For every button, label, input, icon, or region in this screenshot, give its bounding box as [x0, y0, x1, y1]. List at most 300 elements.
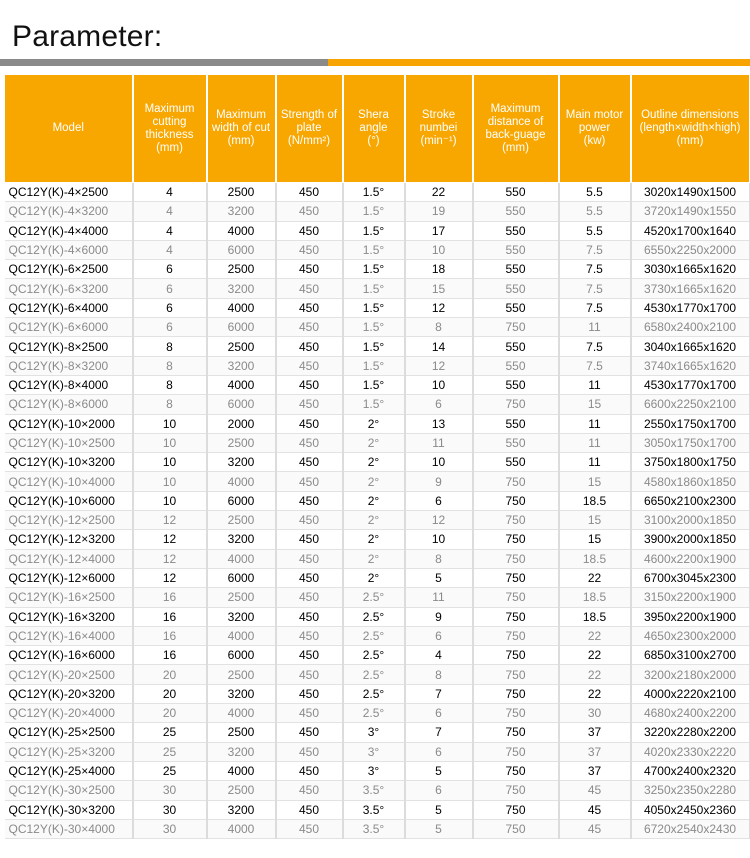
table-row	[5, 800, 750, 819]
cell-stroke: 6	[405, 395, 473, 414]
table-row	[5, 260, 750, 279]
cell-back-gauge: 750	[473, 472, 559, 491]
cell-model: QC12Y(K)-20×2500	[5, 665, 133, 684]
cell-angle: 2°	[343, 414, 405, 433]
cell-power: 18.5	[559, 549, 631, 568]
table-row	[5, 549, 750, 568]
cell-angle: 2.5°	[343, 684, 405, 703]
cell-thickness: 30	[133, 819, 207, 838]
cell-model: QC12Y(K)-4×2500	[5, 183, 133, 202]
header-model: Model	[5, 75, 133, 183]
cell-power: 18.5	[559, 607, 631, 626]
header-outline-dimensions: Outline dimensions (length×width×high) (mm)	[631, 75, 750, 183]
cell-back-gauge: 750	[473, 800, 559, 819]
cell-angle: 1.5°	[343, 395, 405, 414]
cell-model: QC12Y(K)-16×3200	[5, 607, 133, 626]
cell-stroke: 10	[405, 453, 473, 472]
cell-width: 4000	[207, 761, 276, 780]
cell-dimensions: 3220x2280x2200	[631, 723, 750, 742]
cell-power: 30	[559, 704, 631, 723]
page-title: Parameter:	[12, 20, 163, 53]
title-divider-gray	[0, 59, 328, 66]
cell-thickness: 20	[133, 684, 207, 703]
cell-strength: 450	[276, 568, 343, 587]
cell-dimensions: 4050x2450x2360	[631, 800, 750, 819]
cell-angle: 2.5°	[343, 646, 405, 665]
cell-back-gauge: 550	[473, 183, 559, 202]
cell-power: 11	[559, 318, 631, 337]
cell-power: 7.5	[559, 298, 631, 317]
cell-angle: 2.5°	[343, 626, 405, 645]
table-row	[5, 626, 750, 645]
cell-stroke: 8	[405, 318, 473, 337]
cell-stroke: 8	[405, 549, 473, 568]
cell-angle: 2°	[343, 453, 405, 472]
cell-dimensions: 6700x3045x2300	[631, 568, 750, 587]
cell-dimensions: 4020x2330x2220	[631, 742, 750, 761]
cell-dimensions: 6600x2250x2100	[631, 395, 750, 414]
cell-power: 11	[559, 414, 631, 433]
cell-angle: 1.5°	[343, 183, 405, 202]
cell-power: 22	[559, 626, 631, 645]
cell-width: 6000	[207, 646, 276, 665]
cell-back-gauge: 750	[473, 684, 559, 703]
cell-thickness: 10	[133, 472, 207, 491]
cell-power: 37	[559, 723, 631, 742]
cell-thickness: 20	[133, 665, 207, 684]
cell-stroke: 7	[405, 723, 473, 742]
cell-strength: 450	[276, 511, 343, 530]
cell-width: 4000	[207, 375, 276, 394]
cell-width: 6000	[207, 395, 276, 414]
cell-back-gauge: 550	[473, 337, 559, 356]
cell-thickness: 10	[133, 453, 207, 472]
cell-thickness: 30	[133, 800, 207, 819]
cell-stroke: 6	[405, 491, 473, 510]
cell-strength: 450	[276, 742, 343, 761]
cell-angle: 2.5°	[343, 607, 405, 626]
cell-power: 45	[559, 819, 631, 838]
cell-dimensions: 6550x2250x2000	[631, 240, 750, 259]
cell-strength: 450	[276, 279, 343, 298]
cell-power: 7.5	[559, 337, 631, 356]
cell-strength: 450	[276, 221, 343, 240]
cell-thickness: 16	[133, 588, 207, 607]
cell-strength: 450	[276, 781, 343, 800]
cell-angle: 1.5°	[343, 240, 405, 259]
cell-width: 6000	[207, 491, 276, 510]
table-row	[5, 318, 750, 337]
cell-stroke: 10	[405, 240, 473, 259]
cell-strength: 450	[276, 761, 343, 780]
cell-power: 15	[559, 472, 631, 491]
cell-stroke: 13	[405, 414, 473, 433]
table-row	[5, 646, 750, 665]
cell-dimensions: 4530x1770x1700	[631, 375, 750, 394]
cell-angle: 1.5°	[343, 260, 405, 279]
cell-width: 4000	[207, 472, 276, 491]
table-row	[5, 240, 750, 259]
cell-model: QC12Y(K)-12×2500	[5, 511, 133, 530]
table-body	[5, 183, 750, 839]
cell-power: 15	[559, 395, 631, 414]
cell-back-gauge: 750	[473, 530, 559, 549]
cell-model: QC12Y(K)-10×4000	[5, 472, 133, 491]
cell-angle: 1.5°	[343, 356, 405, 375]
cell-power: 15	[559, 511, 631, 530]
cell-angle: 1.5°	[343, 279, 405, 298]
table-row	[5, 761, 750, 780]
cell-angle: 3.5°	[343, 781, 405, 800]
cell-width: 6000	[207, 240, 276, 259]
table-row	[5, 453, 750, 472]
table-row	[5, 356, 750, 375]
cell-angle: 2.5°	[343, 588, 405, 607]
cell-power: 45	[559, 781, 631, 800]
cell-model: QC12Y(K)-8×6000	[5, 395, 133, 414]
cell-stroke: 4	[405, 646, 473, 665]
table-row	[5, 375, 750, 394]
cell-stroke: 5	[405, 761, 473, 780]
cell-thickness: 12	[133, 511, 207, 530]
table-row	[5, 433, 750, 452]
cell-dimensions: 3020x1490x1500	[631, 183, 750, 202]
cell-power: 11	[559, 433, 631, 452]
header-motor-power: Main motor power (kw)	[559, 75, 631, 183]
cell-stroke: 14	[405, 337, 473, 356]
cell-thickness: 4	[133, 240, 207, 259]
cell-strength: 450	[276, 260, 343, 279]
cell-dimensions: 3950x2200x1900	[631, 607, 750, 626]
cell-stroke: 15	[405, 279, 473, 298]
cell-dimensions: 6650x2100x2300	[631, 491, 750, 510]
table-row	[5, 511, 750, 530]
cell-angle: 2°	[343, 568, 405, 587]
cell-back-gauge: 750	[473, 511, 559, 530]
cell-angle: 2.5°	[343, 665, 405, 684]
cell-stroke: 10	[405, 375, 473, 394]
table-row	[5, 298, 750, 317]
cell-strength: 450	[276, 375, 343, 394]
cell-thickness: 25	[133, 761, 207, 780]
cell-thickness: 25	[133, 723, 207, 742]
cell-width: 6000	[207, 568, 276, 587]
cell-strength: 450	[276, 202, 343, 221]
cell-back-gauge: 550	[473, 240, 559, 259]
cell-dimensions: 2550x1750x1700	[631, 414, 750, 433]
cell-strength: 450	[276, 240, 343, 259]
cell-width: 2500	[207, 337, 276, 356]
cell-model: QC12Y(K)-6×4000	[5, 298, 133, 317]
cell-strength: 450	[276, 819, 343, 838]
cell-width: 2500	[207, 260, 276, 279]
cell-model: QC12Y(K)-8×2500	[5, 337, 133, 356]
cell-thickness: 6	[133, 260, 207, 279]
cell-dimensions: 3030x1665x1620	[631, 260, 750, 279]
cell-power: 22	[559, 568, 631, 587]
cell-dimensions: 3050x1750x1700	[631, 433, 750, 452]
cell-back-gauge: 750	[473, 626, 559, 645]
table-row	[5, 568, 750, 587]
cell-power: 5.5	[559, 183, 631, 202]
cell-back-gauge: 750	[473, 665, 559, 684]
cell-model: QC12Y(K)-12×3200	[5, 530, 133, 549]
cell-back-gauge: 750	[473, 781, 559, 800]
cell-dimensions: 6720x2540x2430	[631, 819, 750, 838]
cell-dimensions: 4520x1700x1640	[631, 221, 750, 240]
cell-model: QC12Y(K)-25×4000	[5, 761, 133, 780]
header-width-of-cut: Maximum width of cut (mm)	[207, 75, 276, 183]
cell-angle: 3.5°	[343, 800, 405, 819]
table-row	[5, 414, 750, 433]
cell-angle: 2°	[343, 491, 405, 510]
table-row	[5, 202, 750, 221]
cell-model: QC12Y(K)-16×6000	[5, 646, 133, 665]
header-stroke-number: Stroke numbei (min⁻¹)	[405, 75, 473, 183]
cell-power: 5.5	[559, 202, 631, 221]
cell-model: QC12Y(K)-8×4000	[5, 375, 133, 394]
cell-dimensions: 3730x1665x1620	[631, 279, 750, 298]
cell-model: QC12Y(K)-4×6000	[5, 240, 133, 259]
cell-thickness: 12	[133, 530, 207, 549]
cell-width: 2500	[207, 588, 276, 607]
cell-power: 7.5	[559, 279, 631, 298]
cell-width: 4000	[207, 819, 276, 838]
table-row	[5, 337, 750, 356]
cell-stroke: 6	[405, 626, 473, 645]
cell-model: QC12Y(K)-6×3200	[5, 279, 133, 298]
cell-back-gauge: 550	[473, 356, 559, 375]
cell-thickness: 8	[133, 375, 207, 394]
cell-strength: 450	[276, 588, 343, 607]
table-row	[5, 704, 750, 723]
cell-stroke: 17	[405, 221, 473, 240]
cell-dimensions: 3100x2000x1850	[631, 511, 750, 530]
cell-dimensions: 6580x2400x2100	[631, 318, 750, 337]
cell-width: 3200	[207, 742, 276, 761]
cell-angle: 3.5°	[343, 819, 405, 838]
table-row	[5, 491, 750, 510]
cell-stroke: 18	[405, 260, 473, 279]
header-cutting-thickness: Maximum cutting thickness (mm)	[133, 75, 207, 183]
cell-width: 3200	[207, 684, 276, 703]
cell-angle: 2°	[343, 530, 405, 549]
cell-strength: 450	[276, 453, 343, 472]
cell-thickness: 30	[133, 781, 207, 800]
table-row	[5, 742, 750, 761]
cell-width: 2500	[207, 183, 276, 202]
header-plate-strength: Strength of plate (N/mm²)	[276, 75, 343, 183]
cell-power: 18.5	[559, 588, 631, 607]
cell-dimensions: 4600x2200x1900	[631, 549, 750, 568]
cell-model: QC12Y(K)-16×2500	[5, 588, 133, 607]
cell-thickness: 8	[133, 356, 207, 375]
cell-dimensions: 3720x1490x1550	[631, 202, 750, 221]
cell-thickness: 16	[133, 607, 207, 626]
cell-dimensions: 4000x2220x2100	[631, 684, 750, 703]
cell-angle: 1.5°	[343, 375, 405, 394]
cell-back-gauge: 750	[473, 607, 559, 626]
cell-thickness: 16	[133, 646, 207, 665]
cell-dimensions: 3750x1800x1750	[631, 453, 750, 472]
cell-back-gauge: 550	[473, 433, 559, 452]
cell-back-gauge: 750	[473, 742, 559, 761]
cell-dimensions: 4530x1770x1700	[631, 298, 750, 317]
cell-strength: 450	[276, 337, 343, 356]
cell-width: 2500	[207, 723, 276, 742]
cell-width: 3200	[207, 202, 276, 221]
cell-dimensions: 3250x2350x2280	[631, 781, 750, 800]
cell-thickness: 20	[133, 704, 207, 723]
cell-thickness: 16	[133, 626, 207, 645]
table-row	[5, 530, 750, 549]
cell-model: QC12Y(K)-12×6000	[5, 568, 133, 587]
cell-width: 3200	[207, 530, 276, 549]
cell-thickness: 6	[133, 318, 207, 337]
cell-thickness: 10	[133, 491, 207, 510]
cell-strength: 450	[276, 704, 343, 723]
cell-power: 7.5	[559, 260, 631, 279]
cell-thickness: 8	[133, 337, 207, 356]
cell-strength: 450	[276, 183, 343, 202]
cell-strength: 450	[276, 607, 343, 626]
cell-power: 37	[559, 761, 631, 780]
table-row	[5, 588, 750, 607]
cell-thickness: 10	[133, 433, 207, 452]
cell-stroke: 22	[405, 183, 473, 202]
cell-model: QC12Y(K)-12×4000	[5, 549, 133, 568]
cell-back-gauge: 550	[473, 260, 559, 279]
table-header-row	[5, 75, 750, 183]
cell-stroke: 6	[405, 704, 473, 723]
cell-strength: 450	[276, 723, 343, 742]
cell-angle: 1.5°	[343, 337, 405, 356]
cell-stroke: 9	[405, 607, 473, 626]
table-row	[5, 607, 750, 626]
cell-width: 2500	[207, 781, 276, 800]
cell-angle: 3°	[343, 742, 405, 761]
cell-model: QC12Y(K)-10×2500	[5, 433, 133, 452]
cell-back-gauge: 550	[473, 221, 559, 240]
cell-back-gauge: 750	[473, 761, 559, 780]
cell-back-gauge: 750	[473, 588, 559, 607]
cell-thickness: 25	[133, 742, 207, 761]
cell-stroke: 11	[405, 588, 473, 607]
cell-back-gauge: 550	[473, 279, 559, 298]
cell-width: 3200	[207, 279, 276, 298]
cell-dimensions: 4680x2400x2200	[631, 704, 750, 723]
cell-width: 3200	[207, 800, 276, 819]
cell-stroke: 6	[405, 781, 473, 800]
cell-stroke: 5	[405, 819, 473, 838]
cell-power: 22	[559, 684, 631, 703]
title-divider-orange	[328, 59, 750, 66]
cell-power: 5.5	[559, 221, 631, 240]
cell-angle: 2°	[343, 472, 405, 491]
cell-model: QC12Y(K)-25×2500	[5, 723, 133, 742]
table-row	[5, 279, 750, 298]
cell-model: QC12Y(K)-10×3200	[5, 453, 133, 472]
cell-back-gauge: 750	[473, 646, 559, 665]
cell-width: 4000	[207, 549, 276, 568]
cell-power: 11	[559, 375, 631, 394]
table-row	[5, 781, 750, 800]
cell-width: 3200	[207, 607, 276, 626]
cell-back-gauge: 750	[473, 395, 559, 414]
table-row	[5, 665, 750, 684]
cell-model: QC12Y(K)-30×2500	[5, 781, 133, 800]
cell-strength: 450	[276, 684, 343, 703]
cell-model: QC12Y(K)-4×3200	[5, 202, 133, 221]
cell-width: 6000	[207, 318, 276, 337]
cell-angle: 1.5°	[343, 221, 405, 240]
cell-strength: 450	[276, 549, 343, 568]
cell-model: QC12Y(K)-6×2500	[5, 260, 133, 279]
cell-strength: 450	[276, 318, 343, 337]
cell-strength: 450	[276, 298, 343, 317]
cell-dimensions: 4700x2400x2320	[631, 761, 750, 780]
table-row	[5, 183, 750, 202]
cell-model: QC12Y(K)-10×2000	[5, 414, 133, 433]
cell-strength: 450	[276, 665, 343, 684]
cell-angle: 2°	[343, 433, 405, 452]
cell-thickness: 12	[133, 568, 207, 587]
cell-angle: 1.5°	[343, 318, 405, 337]
cell-back-gauge: 750	[473, 491, 559, 510]
table-row	[5, 819, 750, 838]
cell-stroke: 5	[405, 800, 473, 819]
cell-power: 45	[559, 800, 631, 819]
cell-power: 11	[559, 453, 631, 472]
cell-model: QC12Y(K)-20×3200	[5, 684, 133, 703]
cell-stroke: 8	[405, 665, 473, 684]
cell-dimensions: 3200x2180x2000	[631, 665, 750, 684]
cell-model: QC12Y(K)-8×3200	[5, 356, 133, 375]
cell-strength: 450	[276, 472, 343, 491]
cell-thickness: 4	[133, 221, 207, 240]
cell-back-gauge: 750	[473, 704, 559, 723]
cell-back-gauge: 550	[473, 375, 559, 394]
cell-angle: 3°	[343, 723, 405, 742]
cell-dimensions: 3040x1665x1620	[631, 337, 750, 356]
cell-thickness: 8	[133, 395, 207, 414]
cell-dimensions: 4650x2300x2000	[631, 626, 750, 645]
cell-power: 7.5	[559, 240, 631, 259]
cell-strength: 450	[276, 395, 343, 414]
cell-thickness: 6	[133, 298, 207, 317]
cell-width: 4000	[207, 704, 276, 723]
cell-strength: 450	[276, 491, 343, 510]
cell-model: QC12Y(K)-25×3200	[5, 742, 133, 761]
cell-thickness: 6	[133, 279, 207, 298]
header-shear-angle: Shera angle (°)	[343, 75, 405, 183]
cell-stroke: 5	[405, 568, 473, 587]
cell-back-gauge: 750	[473, 549, 559, 568]
cell-width: 4000	[207, 298, 276, 317]
cell-model: QC12Y(K)-4×4000	[5, 221, 133, 240]
cell-angle: 1.5°	[343, 202, 405, 221]
cell-model: QC12Y(K)-20×4000	[5, 704, 133, 723]
cell-stroke: 11	[405, 433, 473, 452]
cell-strength: 450	[276, 646, 343, 665]
cell-width: 3200	[207, 356, 276, 375]
cell-back-gauge: 750	[473, 819, 559, 838]
cell-power: 22	[559, 646, 631, 665]
cell-power: 22	[559, 665, 631, 684]
cell-width: 4000	[207, 221, 276, 240]
header-back-gauge-distance: Maximum distance of back-guage (mm)	[473, 75, 559, 183]
cell-width: 2500	[207, 665, 276, 684]
